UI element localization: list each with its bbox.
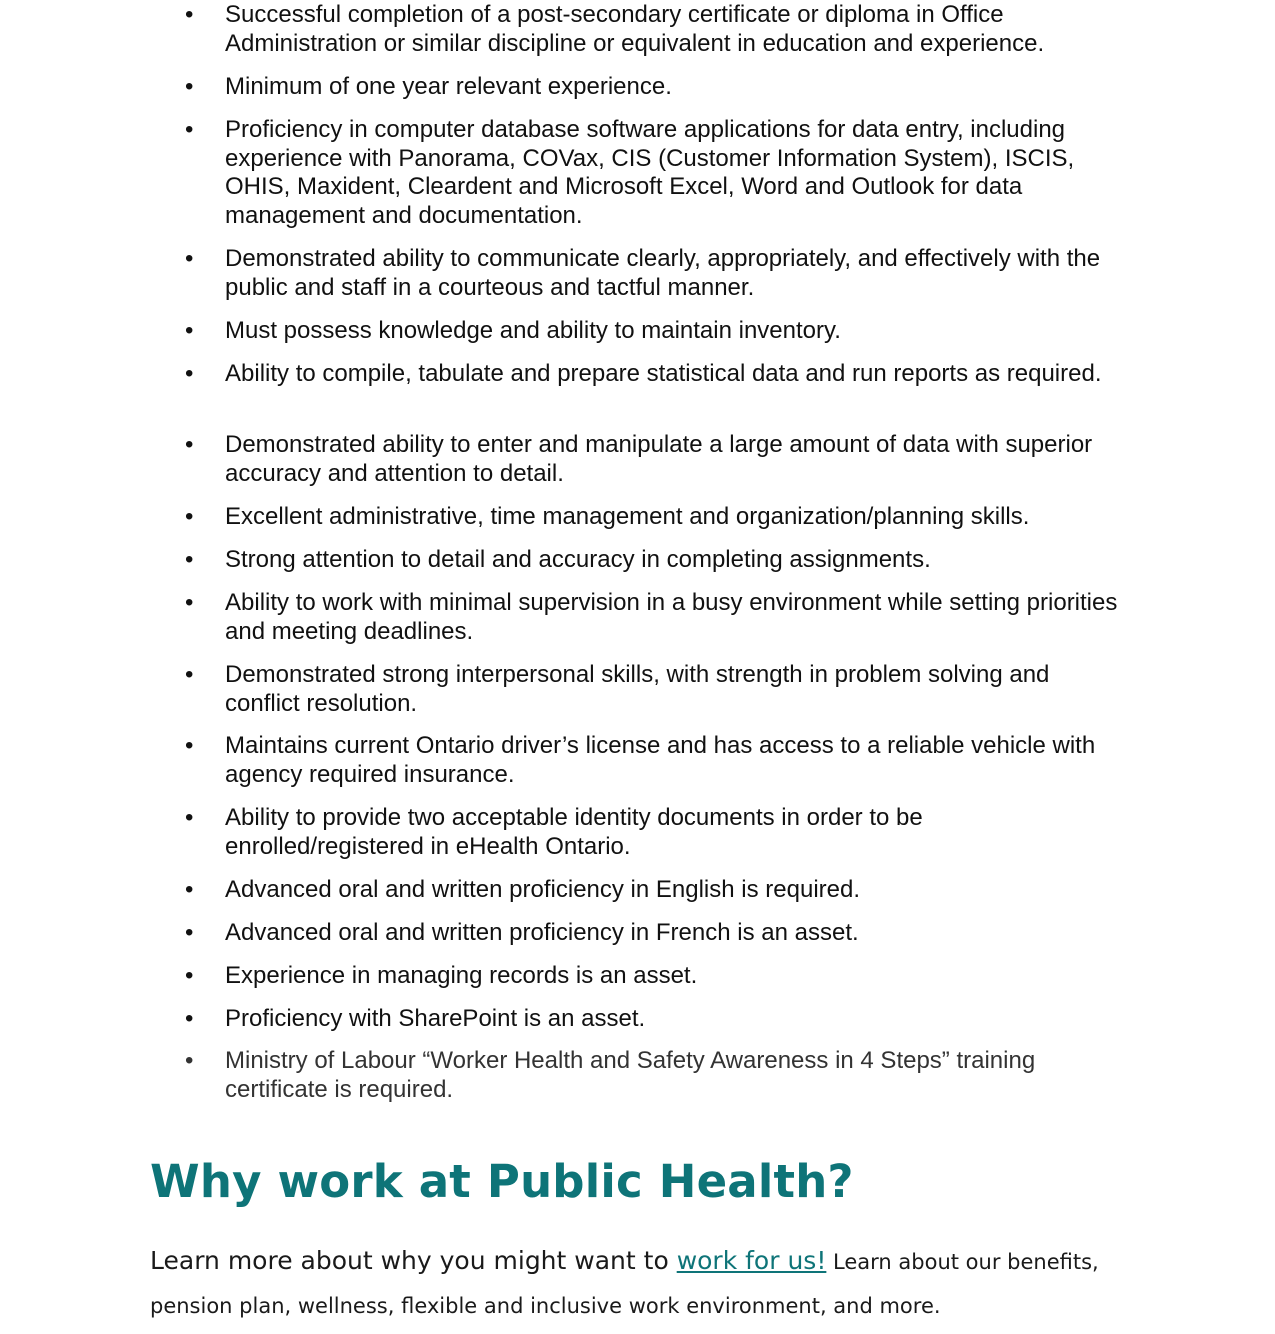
- bullet-icon: •: [185, 245, 194, 272]
- list-item: [185, 919, 1125, 948]
- list-item-text: Ministry of Labour “Worker Health and Safety Awareness in 4 Steps” training certificate is required.: [225, 1047, 1036, 1103]
- list-item: [185, 73, 1125, 102]
- section-heading: Why work at Public Health?: [150, 1155, 854, 1208]
- list-item: [185, 962, 1125, 991]
- list-item: [185, 1047, 1125, 1104]
- work-for-us-link[interactable]: work for us!: [676, 1246, 827, 1275]
- bullet-icon: •: [185, 661, 194, 688]
- list-item-text: Excellent administrative, time management and organization/planning skills.: [225, 503, 1030, 530]
- bullet-icon: •: [185, 732, 194, 759]
- bullet-icon: •: [185, 360, 194, 387]
- list-item: [185, 503, 1125, 532]
- list-item-text: Maintains current Ontario driver’s license and has access to a reliable vehicle with agency required insurance.: [225, 732, 1096, 788]
- list-item-text: Demonstrated strong interpersonal skills, with strength in problem solving and conflict resolution.: [225, 661, 1050, 717]
- list-item: [185, 1, 1125, 58]
- why-rest-text: Learn about our benefits, pension plan, wellness, flexible and inclusive work environment, and more.: [150, 1250, 1099, 1318]
- bullet-icon: •: [185, 1005, 194, 1032]
- list-item: [185, 360, 1125, 389]
- bullet-icon: •: [185, 919, 194, 946]
- list-item-text: Ability to compile, tabulate and prepare statistical data and run reports as required.: [225, 360, 1102, 387]
- list-item-text: Advanced oral and written proficiency in French is an asset.: [225, 919, 859, 946]
- list-item: [185, 546, 1125, 575]
- list-item-text: Advanced oral and written proficiency in English is required.: [225, 876, 861, 903]
- bullet-icon: •: [185, 503, 194, 530]
- bullet-icon: •: [185, 73, 194, 100]
- bullet-icon: •: [185, 546, 194, 573]
- bullet-icon: •: [185, 962, 194, 989]
- list-item: [185, 661, 1125, 718]
- list-item: [185, 1005, 1125, 1034]
- list-item-text: Must possess knowledge and ability to maintain inventory.: [225, 317, 841, 344]
- list-item-text: Successful completion of a post-secondary certificate or diploma in Office Administration or similar discipline or equivalent in education and experience.: [225, 1, 1045, 57]
- list-item: [185, 732, 1125, 789]
- list-item-text: Proficiency with SharePoint is an asset.: [225, 1005, 646, 1032]
- list-item: [185, 589, 1125, 646]
- list-item: [185, 317, 1125, 346]
- list-item: [185, 116, 1125, 231]
- list-item: [185, 431, 1125, 488]
- list-item-text: Demonstrated ability to communicate clearly, appropriately, and effectively with the public and staff in a courteous and tactful manner.: [225, 245, 1101, 301]
- bullet-icon: •: [185, 804, 194, 831]
- bullet-icon: •: [185, 431, 194, 458]
- bullet-icon: •: [185, 876, 194, 903]
- list-item: [185, 804, 1125, 861]
- list-item-text: Strong attention to detail and accuracy in completing assignments.: [225, 546, 931, 573]
- why-paragraph: [150, 1240, 1110, 1329]
- list-item: [185, 245, 1125, 302]
- bullet-icon: •: [185, 317, 194, 344]
- list-item-text: Demonstrated ability to enter and manipulate a large amount of data with superior accuracy and attention to detail.: [225, 431, 1093, 487]
- list-item-text: Ability to provide two acceptable identity documents in order to be enrolled/registered in eHealth Ontario.: [225, 804, 923, 860]
- why-lead-text: Learn more about why you might want to: [150, 1246, 677, 1275]
- list-item: [185, 876, 1125, 905]
- list-item-text: Proficiency in computer database software applications for data entry, including experience with Panorama, COVax, CIS (Customer Information System), ISCIS, OHIS, Maxident, Cleardent and Microsoft Excel, Word and Outlook for data management and documentation.: [225, 116, 1075, 230]
- bullet-icon: •: [185, 116, 194, 143]
- bullet-icon: •: [185, 1047, 194, 1074]
- list-item-text: Minimum of one year relevant experience.: [225, 73, 672, 100]
- list-item-text: Ability to work with minimal supervision in a busy environment while setting priorities and meeting deadlines.: [225, 589, 1118, 645]
- bullet-icon: •: [185, 589, 194, 616]
- list-item-text: Experience in managing records is an asset.: [225, 962, 698, 989]
- bullet-icon: •: [185, 1, 194, 28]
